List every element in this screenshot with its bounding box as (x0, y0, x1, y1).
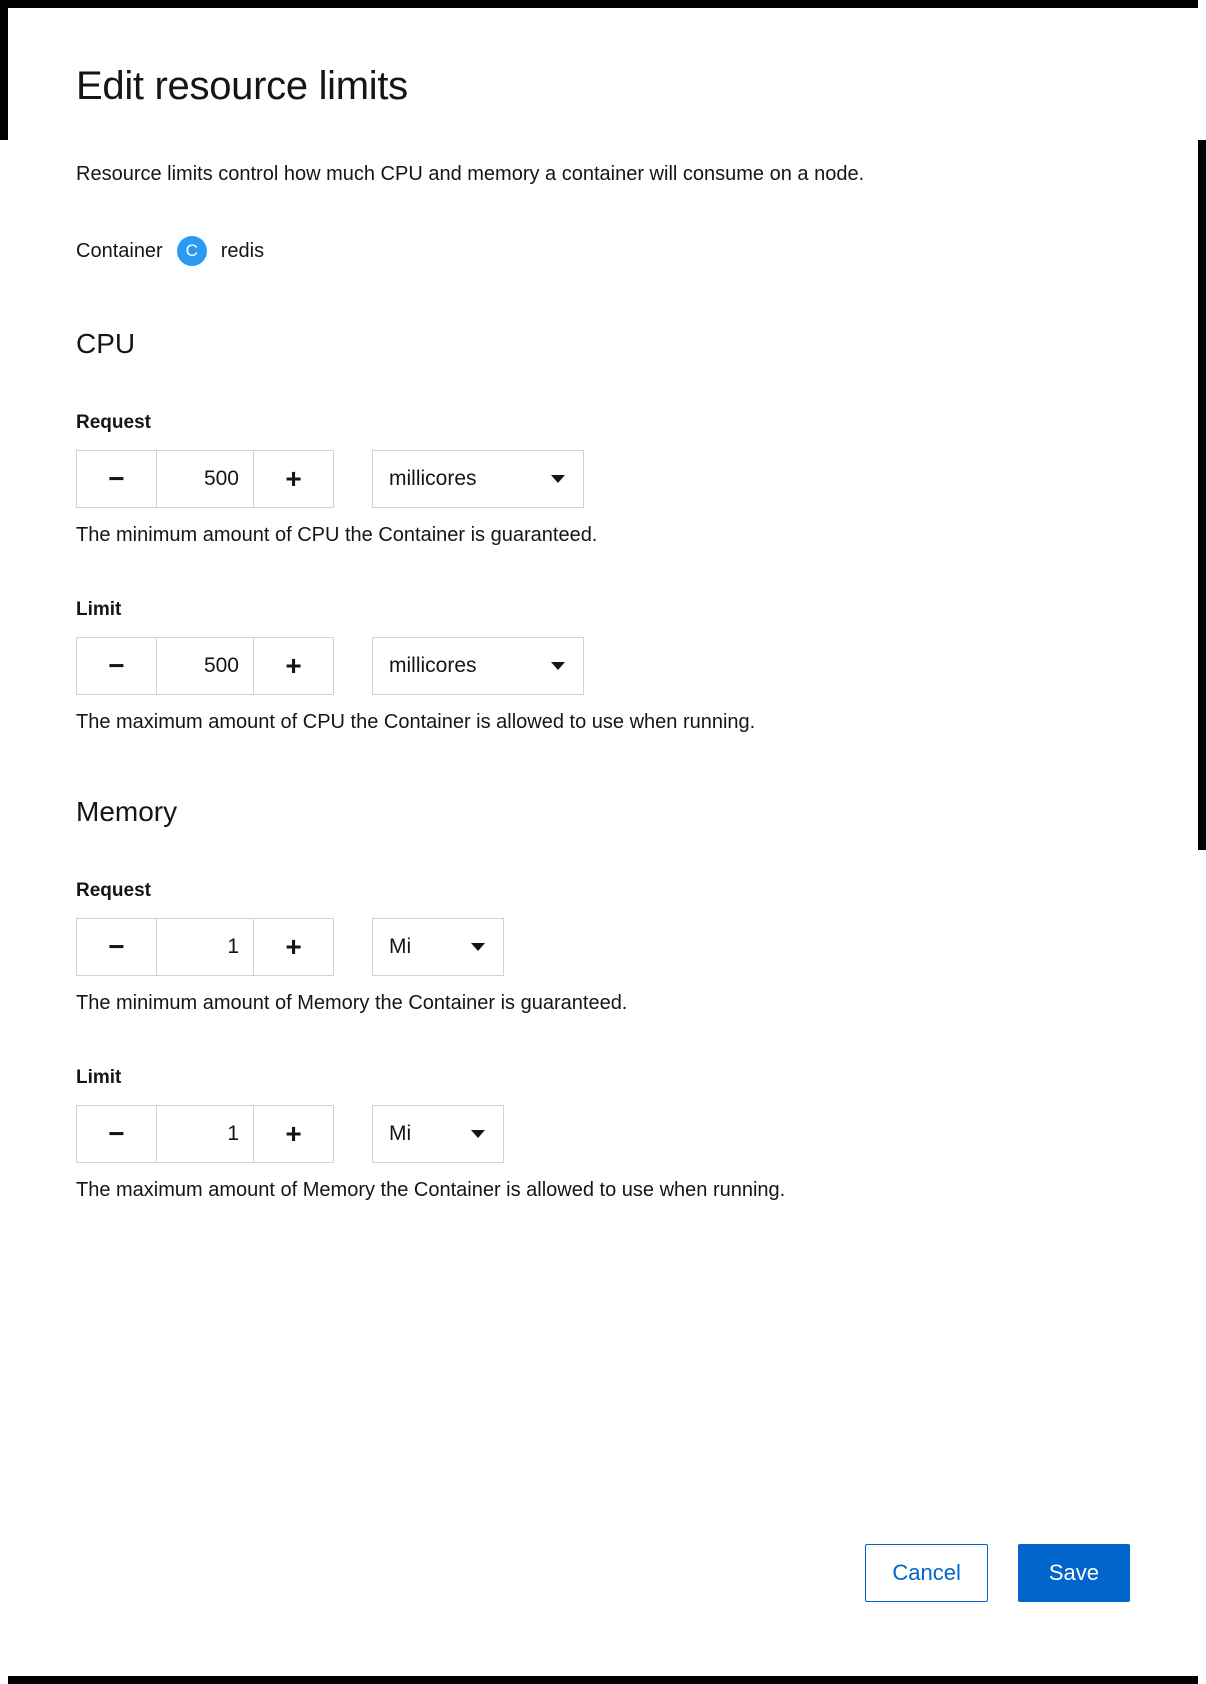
memory-limit-stepper[interactable] (76, 1105, 334, 1163)
memory-limit-unit-value: Mi (389, 1122, 412, 1145)
memory-limit-controls (76, 1105, 1130, 1163)
chevron-down-icon (551, 662, 565, 670)
memory-request-label: Request (76, 880, 151, 901)
cpu-limit-input[interactable]: 500 (203, 654, 239, 677)
cpu-request-controls (76, 450, 1130, 508)
cpu-limit-helper-text: The maximum amount of CPU the Container is allowed to use when running. (76, 711, 756, 733)
container-label: Container (76, 239, 163, 262)
container-badge-icon: C (177, 236, 207, 266)
left-edge (0, 140, 8, 1684)
memory-request-input[interactable]: 1 (227, 935, 239, 958)
chevron-down-icon (471, 1130, 485, 1138)
chevron-down-icon (551, 475, 565, 483)
dialog-description: Resource limits control how much CPU and memory a container will consume on a node. (76, 163, 865, 185)
memory-request-unit-select[interactable] (372, 918, 504, 976)
memory-limit-helper-text: The maximum amount of Memory the Container is allowed to use when running. (76, 1179, 786, 1201)
memory-limit-label: Limit (76, 1067, 122, 1088)
cpu-limit-unit-select[interactable] (372, 637, 584, 695)
cpu-request-unit-select[interactable] (372, 450, 584, 508)
memory-request-unit-value: Mi (389, 935, 412, 958)
memory-request-stepper[interactable] (76, 918, 334, 976)
save-button[interactable]: Save (1018, 1544, 1130, 1602)
cpu-limit-minus-button[interactable]: − (77, 638, 157, 694)
memory-limit-unit-select[interactable] (372, 1105, 504, 1163)
cpu-request-plus-button[interactable]: + (253, 451, 333, 507)
cpu-request-label: Request (76, 412, 151, 433)
cpu-request-stepper[interactable] (76, 450, 334, 508)
cpu-request-unit-value: millicores (389, 467, 477, 490)
memory-request-plus-button[interactable]: + (253, 919, 333, 975)
cpu-request-helper-text: The minimum amount of CPU the Container is guaranteed. (76, 524, 598, 546)
right-edge-dark (1198, 140, 1206, 850)
dialog-footer (865, 1544, 1130, 1602)
memory-limit-plus-button[interactable]: + (253, 1106, 333, 1162)
section-heading-memory: Memory (76, 796, 178, 827)
memory-request-controls (76, 918, 1130, 976)
memory-request-helper-text: The minimum amount of Memory the Container is guaranteed. (76, 992, 628, 1014)
cpu-limit-controls (76, 637, 1130, 695)
cpu-request-minus-button[interactable]: − (77, 451, 157, 507)
container-name: redis (220, 239, 265, 262)
cpu-limit-label: Limit (76, 599, 122, 620)
cpu-limit-stepper[interactable] (76, 637, 334, 695)
section-heading-cpu: CPU (76, 328, 136, 359)
cancel-button[interactable]: Cancel (865, 1544, 987, 1602)
cpu-request-input[interactable]: 500 (203, 467, 239, 490)
edit-resource-limits-dialog (8, 8, 1198, 1676)
memory-limit-input[interactable]: 1 (227, 1122, 239, 1145)
container-row (76, 236, 1130, 266)
memory-request-minus-button[interactable]: − (77, 919, 157, 975)
memory-limit-minus-button[interactable]: − (77, 1106, 157, 1162)
cpu-limit-unit-value: millicores (389, 654, 477, 677)
cpu-limit-plus-button[interactable]: + (253, 638, 333, 694)
page-title: Edit resource limits (76, 64, 408, 108)
chevron-down-icon (471, 943, 485, 951)
